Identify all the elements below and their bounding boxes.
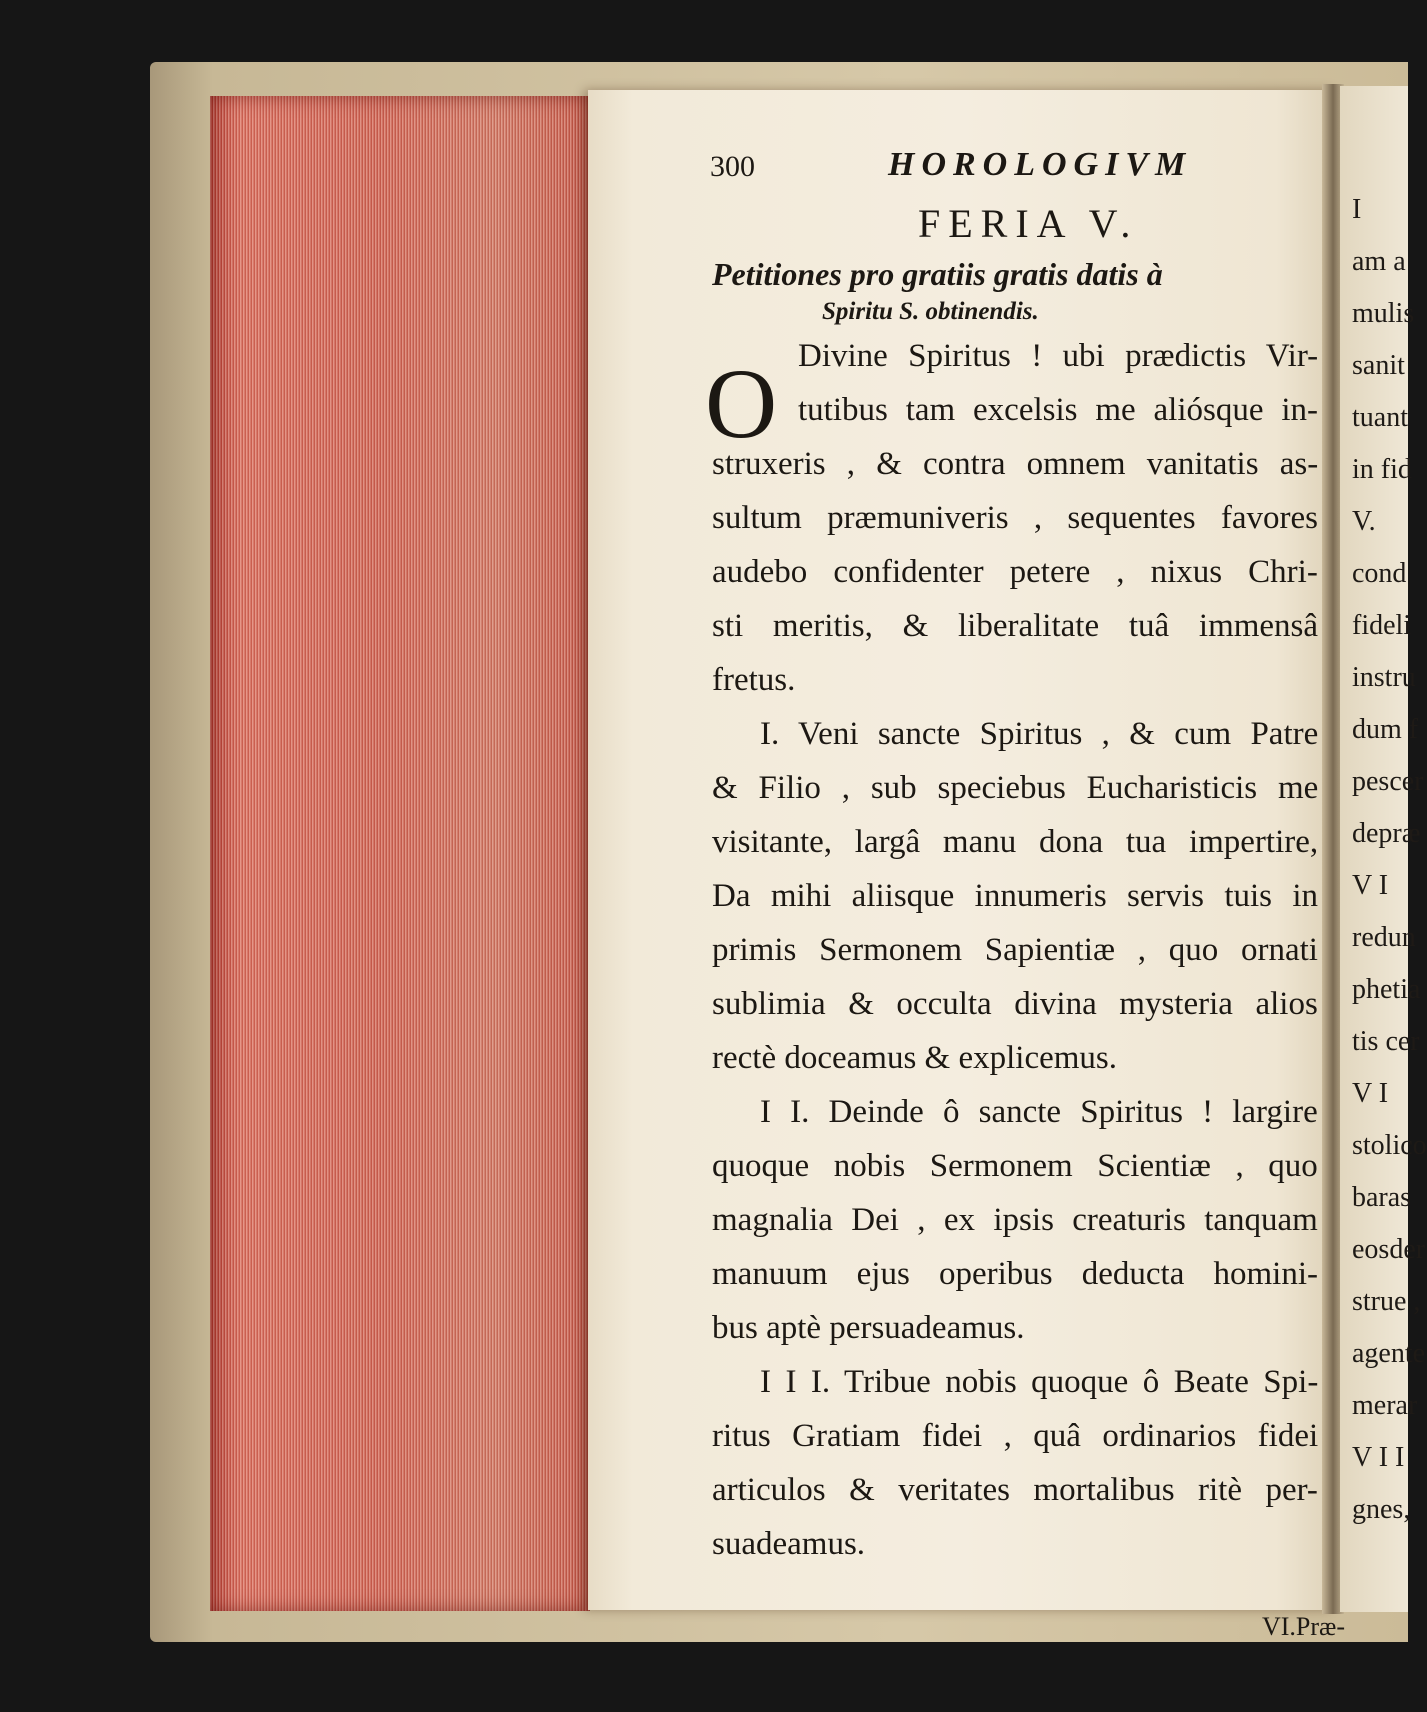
facing-page-fragment: pescer [1352, 766, 1424, 797]
facing-page-fragment: tis cer [1352, 1026, 1420, 1057]
facing-page-fragment: fideli [1352, 610, 1412, 641]
body-line: primis Sermonem Sapientiæ , quo ornati [712, 932, 1318, 968]
section-subtitle-continued: Spiritu S. obtinendis. [822, 298, 1039, 325]
red-page-edges [210, 96, 590, 1611]
body-line: tutibus tam excelsis me aliósque in- [798, 392, 1318, 428]
facing-page-fragment: baras [1352, 1182, 1412, 1213]
running-head: HOROLOGIVM [888, 146, 1193, 183]
body-line: bus aptè persuadeamus. [712, 1310, 1025, 1346]
section-heading: FERIA V. [918, 201, 1139, 246]
body-line: fretus. [712, 662, 796, 698]
facing-page-fragment: eosder [1352, 1234, 1426, 1265]
body-line: visitante, largâ manu dona tua impertire, [712, 824, 1319, 860]
body-line: articulos & veritates mortalibus ritè per- [712, 1472, 1318, 1508]
facing-page-fragment: merar [1352, 1390, 1418, 1421]
body-line: sti meritis, & liberalitate tuâ immensâ [712, 608, 1319, 644]
facing-page [1340, 86, 1427, 1612]
body-line: sublimia & occulta divina mysteria alios [712, 986, 1318, 1022]
body-line: Divine Spiritus ! ubi prædictis Vir- [798, 338, 1319, 374]
section-subtitle: Petitiones pro gratiis gratis datis à [712, 256, 1163, 292]
facing-page-fragment: in fid [1352, 454, 1412, 485]
facing-page-fragment: V I I [1352, 1442, 1405, 1473]
body-line: struxeris , & contra omnem vanitatis as- [712, 446, 1319, 482]
facing-page-fragment: gnes, [1352, 1494, 1411, 1525]
facing-page-fragment: V I [1352, 1078, 1389, 1109]
facing-page-fragment: stolico [1352, 1130, 1427, 1161]
facing-page-fragment: sanit [1352, 350, 1405, 381]
facing-page-fragment: tuant [1352, 402, 1408, 433]
body-line: ritus Gratiam fidei , quâ ordinarios fidei [712, 1418, 1319, 1454]
body-line: sultum præmuniveris , sequentes favores [712, 500, 1318, 536]
body-line: suadeamus. [712, 1526, 866, 1562]
page-number: 300 [710, 150, 755, 183]
facing-page-fragment: strue , [1352, 1286, 1421, 1317]
facing-page-fragment: phetia [1352, 974, 1421, 1005]
facing-page-fragment: V I [1352, 870, 1389, 901]
facing-page-fragment: agente [1352, 1338, 1426, 1369]
facing-page-fragment: instru [1352, 662, 1416, 693]
facing-page-fragment: V. [1352, 506, 1376, 537]
body-line: I I I. Tribue nobis quoque ô Beate Spi- [760, 1364, 1319, 1400]
body-line: audebo confidenter petere , nixus Chri- [712, 554, 1318, 590]
body-line: rectè doceamus & explicemus. [712, 1040, 1118, 1076]
body-line: quoque nobis Sermonem Scientiæ , quo [712, 1148, 1318, 1184]
facing-page-fragment: dum f [1352, 714, 1419, 745]
facing-page-fragment: redun [1352, 922, 1416, 953]
body-line: magnalia Dei , ex ipsis creaturis tanquam [712, 1202, 1318, 1238]
facing-page-fragment: cond [1352, 558, 1407, 589]
facing-page-fragment: I [1352, 194, 1362, 225]
body-line: Da mihi aliisque innumeris servis tuis in [712, 878, 1319, 914]
drop-cap: O [705, 348, 778, 459]
facing-page-fragment: mulis [1352, 298, 1415, 329]
facing-page-fragment: am a [1352, 246, 1406, 277]
facing-page-fragment: depræ [1352, 818, 1421, 849]
catchword: VI.Præ- [1262, 1612, 1346, 1641]
body-line: I I. Deinde ô sancte Spiritus ! largire [760, 1094, 1318, 1130]
body-line: & Filio , sub speciebus Eucharisticis me [712, 770, 1319, 806]
body-line: manuum ejus operibus deducta homini- [712, 1256, 1318, 1292]
body-line: I. Veni sancte Spiritus , & cum Patre [760, 716, 1319, 752]
